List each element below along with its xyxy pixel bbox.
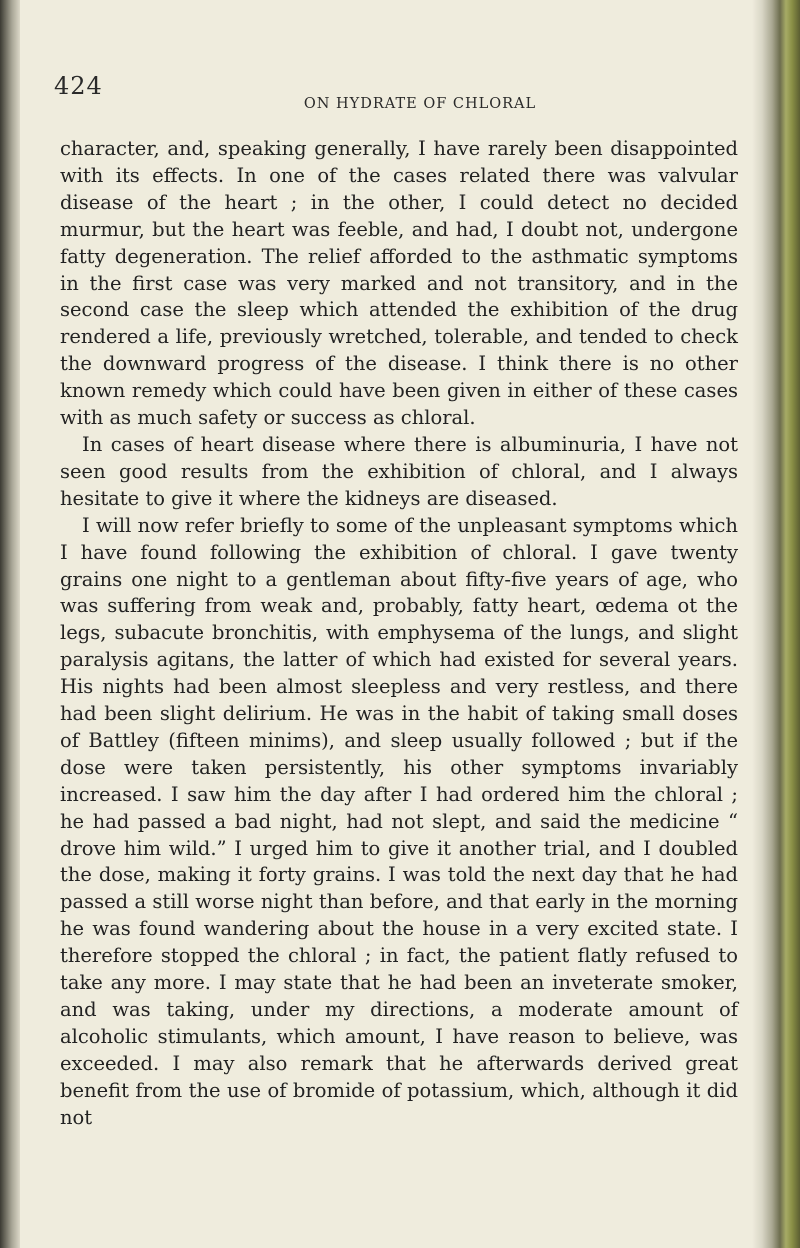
- page-edge: [752, 0, 800, 1248]
- paragraph-3: I will now refer briefly to some of the unpleasant symptoms which I have found following the exhibition of chloral. I gave twenty grains one night to a gentleman about fifty-five years of age, who was suffering from weak and, probably, fatty heart, œdema ot the legs, subacute bronchitis, with emphysema of the lungs, and slight paralysis agitans, the latter of which had existed for several years. His nights had been almost sleepless and very restless, and there had been slight delirium. He was in the habit of taking small doses of Battley (fifteen minims), and sleep usually followed ; but if the dose were taken persistently, his other symptoms invariably increased. I saw him the day after I had ordered him the chloral ; he had passed a bad night, had not slept, and said the medicine “ drove him wild.” I urged him to give it another trial, and I doubled the dose, making it forty grains. I was told the next day that he had passed a still worse night than before, and that early in the morning he was found wandering about the house in a very excited state. I therefore stopped the chloral ; in fact, the patient flatly refused to take any more. I may state that he had been an inveterate smoker, and was taking, under my directions, a moderate amount of alcoholic stimulants, which amount, I have reason to believe, was exceeded. I may also remark that he afterwards derived great benefit from the use of bromide of potassium, which, although it did not: [60, 513, 738, 1129]
- page-number: 424: [54, 72, 103, 100]
- book-binding-edge: [0, 0, 20, 1248]
- paragraph-1: character, and, speaking generally, I have rarely been disappointed with its effects. In one of the cases related there was valvular disease of the heart ; in the other, I could detect no decided murmur, but the heart was feeble, and had, I doubt not, undergone fatty degeneration. The relief afforded to the asthmatic symptoms in the first case was very marked and not transitory, and in the second case the sleep which attended the exhibition of the drug rendered a life, previously wretched, tolerable, and tended to check the downward progress of the disease. I think there is no other known remedy which could have been given in either of these cases with as much safety or success as chloral.: [60, 137, 738, 430]
- paragraph-2: In cases of heart disease where there is albuminuria, I have not seen good results from the exhibition of chloral, and I always hesitate to give it where the kidneys are diseased.: [60, 432, 738, 510]
- running-head: ON HYDRATE OF CHLORAL: [303, 96, 537, 112]
- body-text: [60, 136, 738, 1132]
